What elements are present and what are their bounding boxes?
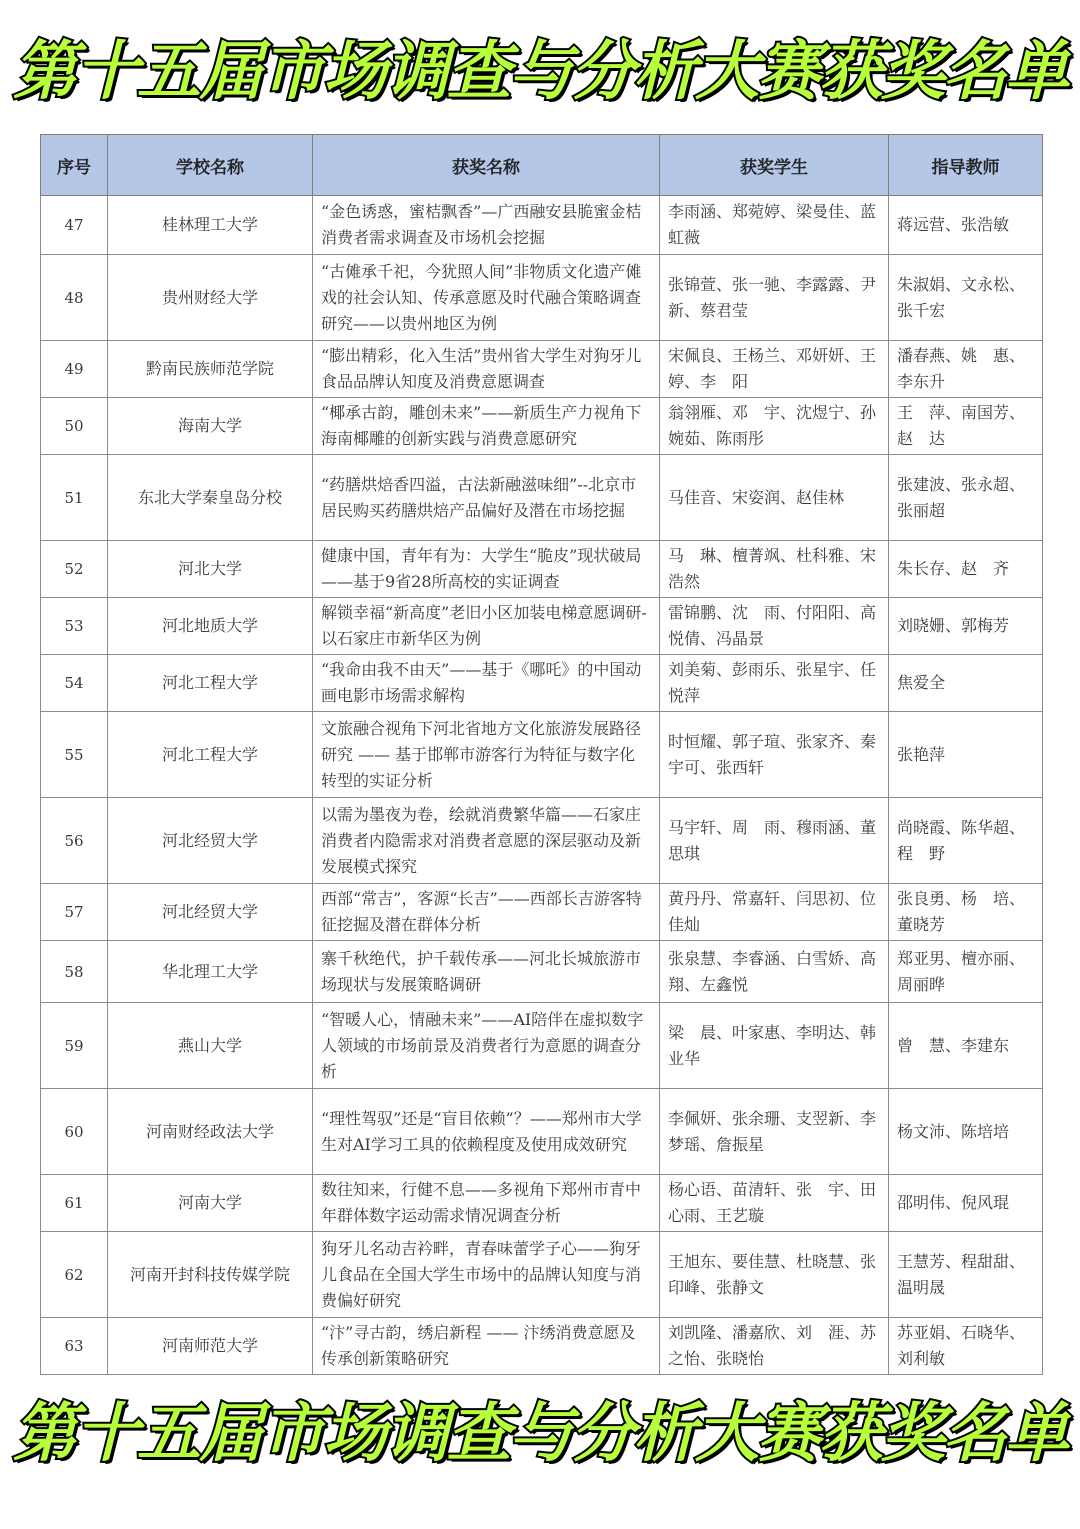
table-row <box>41 941 1043 1003</box>
cell-school: 河南师范大学 <box>108 1318 313 1375</box>
cell-teachers: 曾 慧、李建东 <box>889 1003 1043 1089</box>
header-students: 获奖学生 <box>660 135 889 196</box>
table-row <box>41 455 1043 541</box>
cell-no: 55 <box>41 712 108 798</box>
cell-school: 河北大学 <box>108 541 313 598</box>
table-row <box>41 1003 1043 1089</box>
cell-students: 杨心语、苗清轩、张 宇、田心雨、王艺璇 <box>660 1175 889 1232</box>
cell-no: 61 <box>41 1175 108 1232</box>
cell-no: 50 <box>41 398 108 455</box>
cell-award: 狗牙儿名动吉衿畔，青春味蕾学子心——狗牙儿食品在全国大学生市场中的品牌认知度与消费偏好研究 <box>313 1232 660 1318</box>
header-no: 序号 <box>41 135 108 196</box>
table-row <box>41 341 1043 398</box>
cell-award: 数往知来，行健不息——多视角下郑州市青中年群体数字运动需求情况调查分析 <box>313 1175 660 1232</box>
cell-award: 寨千秋绝代，护千载传承——河北长城旅游市场现状与发展策略调研 <box>313 941 660 1003</box>
cell-students: 黄丹丹、常嘉轩、闫思初、位佳灿 <box>660 884 889 941</box>
table-row <box>41 398 1043 455</box>
cell-school: 河北经贸大学 <box>108 884 313 941</box>
banner-title-top: 第十五届市场调查与分析大赛获奖名单 <box>13 35 1067 109</box>
table-row <box>41 598 1043 655</box>
cell-award: “我命由我不由天”——基于《哪吒》的中国动画电影市场需求解构 <box>313 655 660 712</box>
cell-students: 翁翎雁、邓 宇、沈煜宁、孙婉茹、陈雨彤 <box>660 398 889 455</box>
cell-no: 54 <box>41 655 108 712</box>
cell-award: 西部“常吉”，客源“长吉”——西部长吉游客特征挖掘及潜在群体分析 <box>313 884 660 941</box>
cell-award: “理性驾驭”还是“盲目依赖”？——郑州市大学生对AI学习工具的依赖程度及使用成效研究 <box>313 1089 660 1175</box>
cell-award: “药膳烘焙香四溢，古法新融滋味细”--北京市居民购买药膳烘焙产品偏好及潜在市场挖掘 <box>313 455 660 541</box>
cell-teachers: 潘春燕、姚 惠、李东升 <box>889 341 1043 398</box>
cell-award: 解锁幸福“新高度”老旧小区加装电梯意愿调研-以石家庄市新华区为例 <box>313 598 660 655</box>
table-row <box>41 798 1043 884</box>
cell-award: “智暖人心，情融未来”——AI陪伴在虚拟数字人领域的市场前景及消费者行为意愿的调查分析 <box>313 1003 660 1089</box>
table-row <box>41 196 1043 255</box>
cell-no: 60 <box>41 1089 108 1175</box>
cell-school: 河南开封科技传媒学院 <box>108 1232 313 1318</box>
cell-award: 以需为墨夜为卷，绘就消费繁华篇——石家庄消费者内隐需求对消费者意愿的深层驱动及新发展模式探究 <box>313 798 660 884</box>
cell-teachers: 张建波、张永超、张丽超 <box>889 455 1043 541</box>
cell-no: 57 <box>41 884 108 941</box>
table-row <box>41 712 1043 798</box>
cell-award: 健康中国，青年有为：大学生“脆皮”现状破局——基于9省28所高校的实证调查 <box>313 541 660 598</box>
header-school: 学校名称 <box>108 135 313 196</box>
cell-teachers: 张艳萍 <box>889 712 1043 798</box>
cell-school: 黔南民族师范学院 <box>108 341 313 398</box>
cell-school: 桂林理工大学 <box>108 196 313 255</box>
cell-students: 梁 晨、叶家惠、李明达、韩业华 <box>660 1003 889 1089</box>
cell-teachers: 王慧芳、程甜甜、温明晟 <box>889 1232 1043 1318</box>
cell-school: 河南财经政法大学 <box>108 1089 313 1175</box>
cell-school: 华北理工大学 <box>108 941 313 1003</box>
award-table-container <box>40 134 1042 1375</box>
cell-no: 56 <box>41 798 108 884</box>
cell-teachers: 邵明伟、倪风琨 <box>889 1175 1043 1232</box>
table-row <box>41 1318 1043 1375</box>
cell-teachers: 尚晓霞、陈华超、程 野 <box>889 798 1043 884</box>
cell-students: 张泉慧、李睿涵、白雪娇、高 翔、左鑫悦 <box>660 941 889 1003</box>
award-table <box>40 134 1043 1375</box>
cell-students: 王旭东、要佳慧、杜晓慧、张印峰、张静文 <box>660 1232 889 1318</box>
cell-no: 53 <box>41 598 108 655</box>
cell-award: “膨出精彩，化入生活”贵州省大学生对狗牙儿食品品牌认知度及消费意愿调查 <box>313 341 660 398</box>
cell-no: 59 <box>41 1003 108 1089</box>
cell-school: 燕山大学 <box>108 1003 313 1089</box>
table-row <box>41 1089 1043 1175</box>
table-row <box>41 1232 1043 1318</box>
cell-school: 河南大学 <box>108 1175 313 1232</box>
cell-school: 河北工程大学 <box>108 655 313 712</box>
cell-teachers: 张良勇、杨 培、董晓芳 <box>889 884 1043 941</box>
cell-school: 海南大学 <box>108 398 313 455</box>
cell-teachers: 王 萍、南国芳、赵 达 <box>889 398 1043 455</box>
cell-students: 马宇轩、周 雨、穆雨涵、董思琪 <box>660 798 889 884</box>
banner-title-bottom: 第十五届市场调查与分析大赛获奖名单 <box>13 1397 1067 1471</box>
cell-award: “椰承古韵，雕创未来”——新质生产力视角下海南椰雕的创新实践与消费意愿研究 <box>313 398 660 455</box>
table-body <box>41 196 1043 1375</box>
table-header-row <box>41 135 1043 196</box>
table-row <box>41 884 1043 941</box>
cell-teachers: 苏亚娟、石晓华、刘利敏 <box>889 1318 1043 1375</box>
cell-teachers: 杨文沛、陈培培 <box>889 1089 1043 1175</box>
cell-no: 47 <box>41 196 108 255</box>
cell-teachers: 蒋远营、张浩敏 <box>889 196 1043 255</box>
cell-school: 河北地质大学 <box>108 598 313 655</box>
cell-award: “汴”寻古韵，绣启新程 —— 汴绣消费意愿及传承创新策略研究 <box>313 1318 660 1375</box>
cell-no: 58 <box>41 941 108 1003</box>
cell-students: 刘美菊、彭雨乐、张星宇、任悦萍 <box>660 655 889 712</box>
cell-students: 雷锦鹏、沈 雨、付阳阳、高悦倩、冯晶景 <box>660 598 889 655</box>
cell-students: 李雨涵、郑菀婷、梁曼佳、蓝虹薇 <box>660 196 889 255</box>
cell-award: “古傩承千祀，今犹照人间”非物质文化遗产傩戏的社会认知、传承意愿及时代融合策略调查研究——以贵州地区为例 <box>313 255 660 341</box>
cell-school: 河北工程大学 <box>108 712 313 798</box>
cell-teachers: 朱淑娟、文永松、张千宏 <box>889 255 1043 341</box>
cell-no: 49 <box>41 341 108 398</box>
table-row <box>41 255 1043 341</box>
cell-no: 62 <box>41 1232 108 1318</box>
cell-no: 51 <box>41 455 108 541</box>
cell-school: 贵州财经大学 <box>108 255 313 341</box>
table-row <box>41 541 1043 598</box>
cell-students: 马 琳、檀菁飒、杜科雅、宋浩然 <box>660 541 889 598</box>
table-row <box>41 1175 1043 1232</box>
cell-no: 63 <box>41 1318 108 1375</box>
cell-teachers: 焦爱全 <box>889 655 1043 712</box>
cell-students: 李佩妍、张余珊、支翌新、李梦瑶、詹振星 <box>660 1089 889 1175</box>
cell-students: 宋佩良、王杨兰、邓妍妍、王 婷、李 阳 <box>660 341 889 398</box>
header-award: 获奖名称 <box>313 135 660 196</box>
cell-students: 时恒耀、郭子瑄、张家齐、秦宇可、张西轩 <box>660 712 889 798</box>
cell-teachers: 朱长存、赵 齐 <box>889 541 1043 598</box>
cell-students: 刘凯隆、潘嘉欣、刘 涯、苏之怡、张晓怡 <box>660 1318 889 1375</box>
header-teachers: 指导教师 <box>889 135 1043 196</box>
cell-no: 48 <box>41 255 108 341</box>
cell-students: 马佳音、宋姿润、赵佳林 <box>660 455 889 541</box>
table-row <box>41 655 1043 712</box>
cell-teachers: 刘晓姗、郭梅芳 <box>889 598 1043 655</box>
cell-award: “金色诱惑，蜜桔飘香”—广西融安县脆蜜金桔消费者需求调查及市场机会挖掘 <box>313 196 660 255</box>
cell-school: 东北大学秦皇岛分校 <box>108 455 313 541</box>
cell-school: 河北经贸大学 <box>108 798 313 884</box>
cell-students: 张锦萱、张一驰、李露露、尹 新、蔡君莹 <box>660 255 889 341</box>
cell-no: 52 <box>41 541 108 598</box>
cell-teachers: 郑亚男、檀亦丽、周丽晔 <box>889 941 1043 1003</box>
cell-award: 文旅融合视角下河北省地方文化旅游发展路径研究 —— 基于邯郸市游客行为特征与数字化转型的实证分析 <box>313 712 660 798</box>
